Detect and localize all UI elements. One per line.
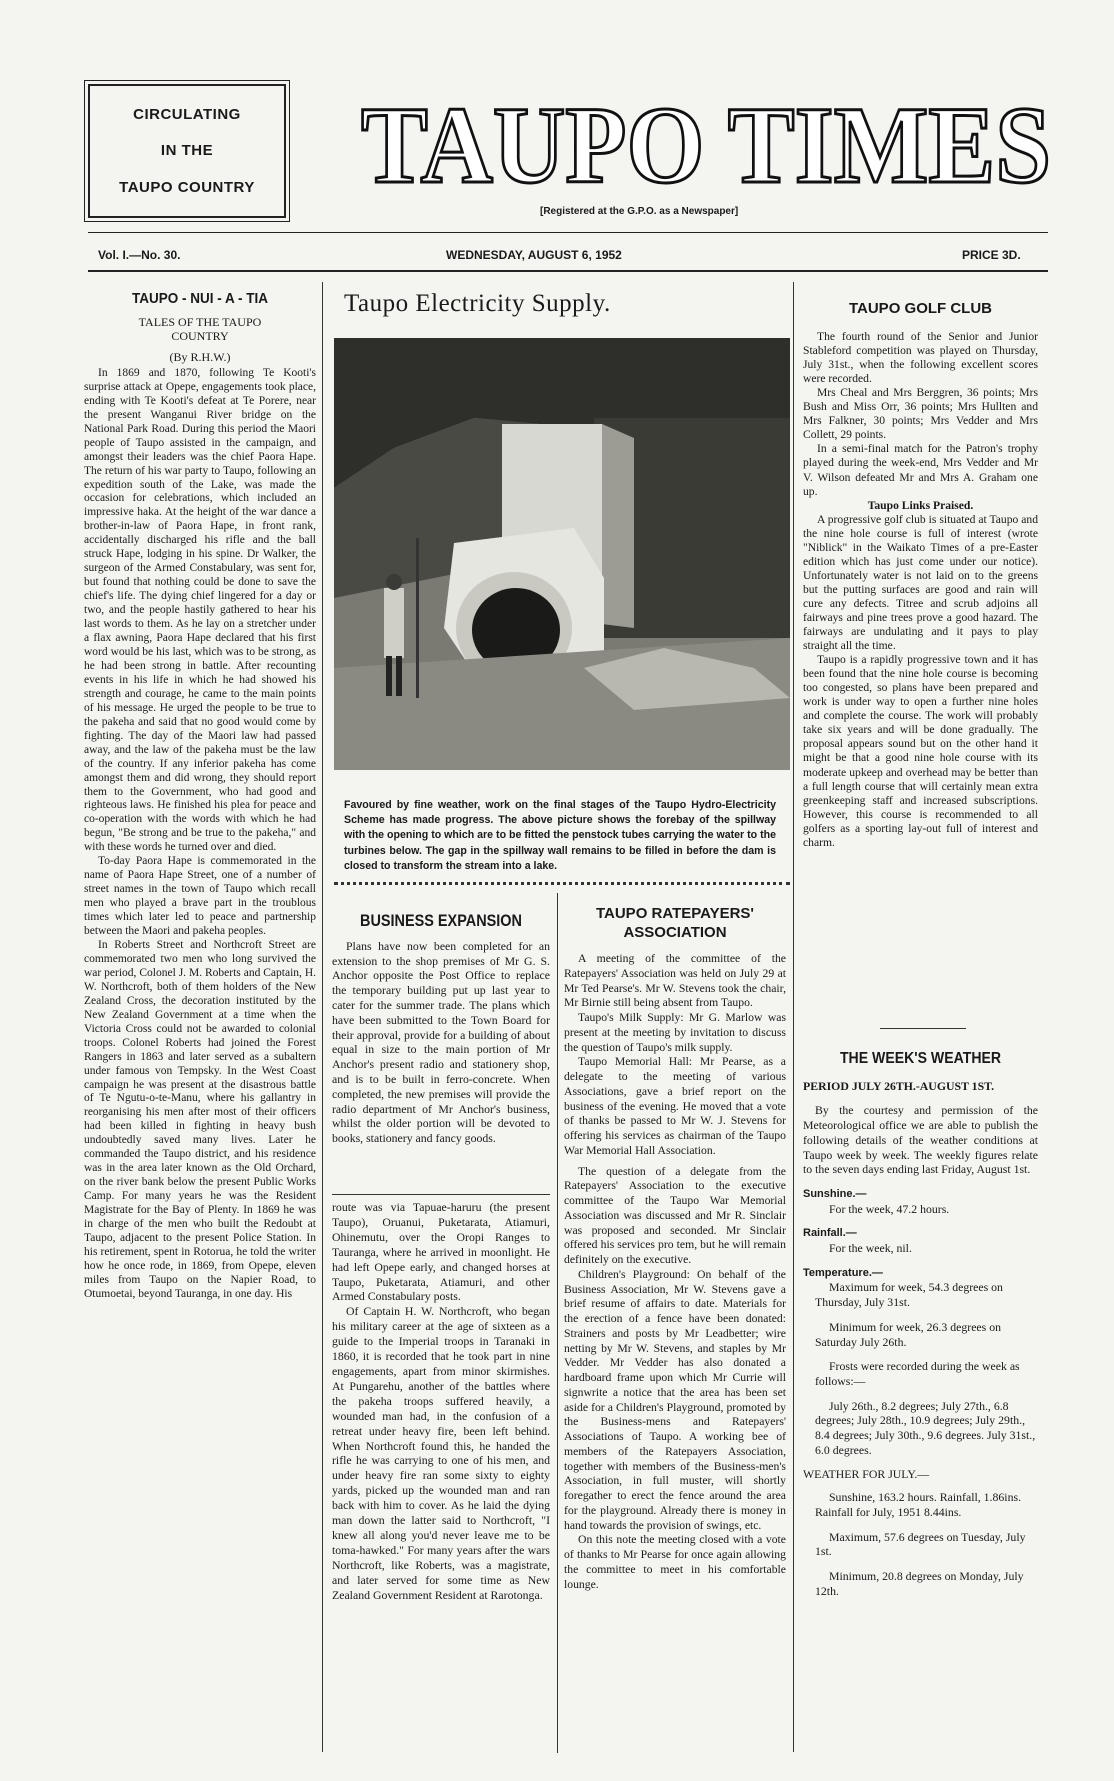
taupo-nui-a-tia-article xyxy=(84,292,316,1302)
ratepayers-paragraph: Children's Playground: On behalf of the Business Association, Mr W. Stevens gave a brief resume of affairs to date. Materials for the erection of a fence have been donated: Strainers and posts by Mr Leadbetter; wire netting by Mr W. Stevens, and staples by Mr Vedder. Mr Vedder has also donated a hardboard frame upon which Mr Currie will signwrite a notice that the area has been set aside for a Children's Playground, promoted by the Business-mens and Ratepayers' Associations of Taupo. A working bee of members of the Ratepayers Association, together with members of the Business-men's Association, in full muster, will shortly foregather to erect the fence around the area for the playground. Already there is money in hand towards the provision of swings, etc. xyxy=(564,1267,786,1532)
july-minimum: Minimum, 20.8 degrees on Monday, July 12th. xyxy=(815,1568,1024,1598)
continued-paragraph: Of Captain H. W. Northcroft, who began his military career at the age of sixteen as a guide to the Imperial troops in Taranaki in 1860, it is recorded that he took part in nine engagements, apart from minor skirmishes. At Pungarehu, another of the battles where the pakeha troops suffered heavily, a wounded man had, in the confusion of a retreat under heavy fire, been left behind. When Northcroft found this, he handed the rifle he was carrying to one of his men, and under heavy fire ran some sixty to eighty yards, picked up the wounded man and ran back with him to cover. As he laid the dying man down the latter said to Northcroft, "I knew all along you'd never leave me to be toma-hawked." For many years after the wars Northcroft, like Roberts, was a magistrate, and later served for some time as New Zealand Government Resident at Rarotonga. xyxy=(332,1304,550,1602)
volume-number: Vol. I.—No. 30. xyxy=(98,248,181,262)
business-expansion-article xyxy=(332,911,550,1146)
newspaper-title-text: TAUPO TIMES xyxy=(361,84,1051,200)
rainfall-label: Rainfall.— xyxy=(803,1227,857,1240)
sunshine-value: For the week, 47.2 hours. xyxy=(829,1201,950,1216)
frost-list: July 26th., 8.2 degrees; July 27th., 6.8 degrees; July 28th., 10.9 degrees; July 29th., 8.4 degrees; July 30th., 9.6 degrees. July 31st., 6.0 degrees. xyxy=(815,1398,1036,1457)
golf-paragraph: Mrs Cheal and Mrs Berggren, 36 points; Mrs Bush and Miss Orr, 36 points; Mrs Hullten and Mrs Falkner, 30 points; Mrs Vedder and Mrs Collett, 29 points. xyxy=(803,386,1038,442)
golf-paragraph: The fourth round of the Senior and Junior Stableford competition was played on Thursday, July 31st., when the following excellent scores were recorded. xyxy=(803,330,1038,386)
section-rule xyxy=(880,1028,966,1029)
column-rule xyxy=(793,282,794,1752)
business-paragraph: Plans have now been completed for an extension to the shop premises of Mr G. S. Anchor opposite the Post Office to replace the temporary building put up last year to cater for the summer trade. The plans which have been submitted to the Town Board for their approval, provide for a building of about equal in size to the main portion of Mr Anchor's present radio and stationery shop, and is to be built in ferro-concrete. When completed, the new premises will provide the radio department of Mr Anchor's business, whilst the older portion will be devoted to books, stationery and fancy goods. xyxy=(332,938,550,1146)
golf-headline: TAUPO GOLF CLUB xyxy=(848,300,993,317)
sunshine-label: Sunshine.— xyxy=(803,1187,867,1200)
price: PRICE 3D. xyxy=(962,248,1021,262)
temperature-max: Maximum for week, 54.3 degrees on Thursday, July 31st. xyxy=(815,1280,1003,1310)
weather-period: PERIOD JULY 26TH.-AUGUST 1ST. xyxy=(803,1078,995,1093)
golf-subhead: Taupo Links Praised. xyxy=(867,498,974,512)
article-headline: TAUPO - NUI - A - TIA xyxy=(132,290,268,307)
newspaper-title xyxy=(356,82,1056,200)
july-maximum: Maximum, 57.6 degrees on Tuesday, July 1st. xyxy=(815,1529,1026,1559)
ratepayers-article xyxy=(564,904,786,1592)
weather-report xyxy=(803,1052,1038,1608)
golf-paragraph: A progressive golf club is situated at Taupo and the nine hole course is full of interest (wrote "Niblick" in the Waikato Times of a pre-Easter edition which has just come under our notice). Unfortunately water is not laid on to the greens but the putting surfaces are good and rain will cure any defects. Titree and scrub adjoins all fairways and pine trees prove a good hazard. The fairways are undulating and it pays to play straight all the time. xyxy=(803,512,1038,653)
circulating-line: CIRCULATING xyxy=(133,105,241,123)
weather-headline: THE WEEK'S WEATHER xyxy=(839,1050,1002,1067)
temperature-label: Temperature.— xyxy=(803,1266,883,1279)
ratepayers-paragraph: A meeting of the committee of the Ratepayers' Association was held on July 29 at Mr Ted Pearse's. Mr W. Stevens took the chair, Mr Birnie still being absent from Taupo. xyxy=(564,952,786,1010)
feature-headline: Taupo Electricity Supply. xyxy=(344,290,611,317)
rainfall-value: For the week, nil. xyxy=(829,1241,912,1256)
article-subhead: TALES OF THE TAUPO COUNTRY xyxy=(138,314,262,343)
weather-intro: By the courtesy and permission of the Meteorological office we are able to publish the following details of the weather conditions at Taupo week by week. The weekly figures relate to the seven days ending last Friday, August 1st. xyxy=(803,1103,1038,1177)
top-rule xyxy=(88,232,1048,233)
spillway-photo xyxy=(334,338,790,770)
july-label: WEATHER FOR JULY.— xyxy=(803,1467,930,1482)
circulating-line: IN THE xyxy=(160,142,214,160)
continued-paragraph: route was via Tapuae-haruru (the present Taupo), Oruanui, Puketarata, Atiamuri, Ohinemutu, over the Oropi Ranges to Tauranga, where he arrived in moonlight. He had left Opepe early, and changed horses at Taupo, Puketarata, Atiamuri, and other Armed Constabulary posts. xyxy=(332,1200,550,1304)
ratepayers-paragraph: Taupo's Milk Supply: Mr G. Marlow was present at the meeting by invitation to discuss the question of Taupo's milk supply. xyxy=(564,1011,786,1054)
article-paragraph: To-day Paora Hape is commemorated in the name of Paora Hape Street, one of a number of street names in the town of Taupo which recall men who played a brave part in the troublous times which later led to peace and partnership between the Maori and pakeha peoples. xyxy=(84,855,316,938)
july-sunshine-rainfall: Sunshine, 163.2 hours. Rainfall, 1.86ins. Rainfall for July, 1951 8.44ins. xyxy=(815,1490,1022,1519)
column-rule xyxy=(557,893,558,1753)
photo-caption: Favoured by fine weather, work on the final stages of the Taupo Hydro-Electricity Scheme has made progress. The above picture shows the forebay of the spillway with the opening to which are to be fitted the penstock tubes carrying the water to the turbines below. The gap in the spillway wall remains to be filled in before the dam is closed to transform the stream into a lake. xyxy=(344,799,776,872)
ratepayers-paragraph: The question of a delegate from the Ratepayers' Association to the executive committee of the Taupo War Memorial Association was discussed and Mr R. Sinclair was proposed and seconded. Mr Sinclair offered his services pro tem, but he will remain definitely on the executive. xyxy=(564,1164,786,1266)
circulating-box xyxy=(88,84,286,218)
issue-date: WEDNESDAY, AUGUST 6, 1952 xyxy=(446,248,622,262)
temperature-min: Minimum for week, 26.3 degrees on Saturday July 26th. xyxy=(815,1319,1001,1349)
business-headline: BUSINESS EXPANSION xyxy=(360,911,522,930)
ratepayers-paragraph: Taupo Memorial Hall: Mr Pearse, as a delegate to the meeting of various Associations, gave a brief report on the business of the evening. He moved that a vote of thanks be passed to Mr W. J. Stevens for offering his services as chairman of the Taupo War Memorial Hall Association. xyxy=(564,1055,786,1157)
article-paragraph: In Roberts Street and Northcroft Street are commemorated two men who long survived the war period, Colonel J. M. Roberts and Captain, H. W. Northcroft, both of them holders of the New Zealand Cross, the decoration instituted by the New Zealand Government at a time when the Victoria Cross could not be awarded to colonial troops. Colonel Roberts had joined the Forest Rangers in 1863 and later served as a subaltern under famous von Tempsky. In the West Coast campaign he was present at the disastrous battle of Te Ngutu-o-te-Manu, where his gallantry in reorganising his men after most of their officers had been killed in fighting in heavy bush undoubtedly saved many lives. Later he commanded the Taupo district, and his residence was in the area later known as the Old Orchard, on the river bank below the present Public Works Camp. For many years he was the Resident Magistrate for the Bay of Plenty. In 1869 he was in charge of the men who built the Redoubt at Taupo, adjacent to the present Police Station. In his retirement, spent in Rotorua, he told the writer how he once rode, in 1869, from Opepe, eleven miles from Taupo on the Napier Road, to Otumoetai, beyond Tauranga, in one day. His xyxy=(84,938,316,1300)
column-rule xyxy=(322,282,323,1752)
article-paragraph: In 1869 and 1870, following Te Kooti's surprise attack at Opepe, engagements took place, ending with Te Kooti's defeat at Te Porere, near the present Wanganui River bridge on the National Park Road. During this period the Maori people of Taupo assisted in the campaign, and amongst their leaders was the chief Paora Hape. The return of his war party to Taupo, following an expedition south of the Lake, was made the occasion for celebrations, which included an impressive haka. At the height of the war dance a brother-in-law of Paora Hape, in front rank, accidentally discharged his rifle and the ball struck Hape, lodging in his spine. Dr Walker, the surgeon of the Armed Constabulary, was sent for, but found that nothing could be done to save the chief's life. The dying chief lingered for a day or two, and the people hastily gathered to hear his last words to them. As he lay on a stretcher under a flax awning, Paora Hape declared that his first word would be his last, which was to be strong, as he had been strong in battle. After recounting events in his life in which he had showed his strength and courage, he came to the main points of his message. He urged the people to be true to the pakeha and said that no good would come by fighting. The day of the Maori law had passed away, and the law of the pakeha must be the law of the country. If any inferior pakeha has come amongst them and did wrong, they should report them to the Government, who had good and righteous laws. He finished his plea for peace and co-operation with the words with which he had begun, "Be strong and be true to the pakeha," and with these words he turned over and died. xyxy=(84,366,316,854)
golf-paragraph: Taupo is a rapidly progressive town and it has been found that the nine hole course is becoming too congested, so plans have been prepared and work is under way to open a further nine holes and complete the course. The work will probably take six years and will be done gradually. The proposal appears sound but on the other hand it might be that a good nine hole course with its moderate upkeep and overhead may be better than a full length course that will certainly mean extra greenkeeping staff and increased subscriptions. However, this course is recommended to all golfers as a sporting lay-out full of interest and charm. xyxy=(803,653,1038,849)
golf-club-article xyxy=(803,302,1038,850)
registered-note: [Registered at the G.P.O. as a Newspaper] xyxy=(540,206,739,217)
dotted-rule xyxy=(334,882,790,889)
date-rule xyxy=(88,270,1048,272)
article-byline: (By R.H.W.) xyxy=(169,349,231,364)
ratepayers-headline: TAUPO RATEPAYERS' ASSOCIATION xyxy=(595,905,755,941)
ratepayers-paragraph: On this note the meeting closed with a vote of thanks to Mr Pearse for once again allowing the committee to meet in his comfortable lounge. xyxy=(564,1533,786,1591)
frosts-intro: Frosts were recorded during the week as follows:— xyxy=(815,1359,1020,1388)
continued-article xyxy=(332,1200,550,1602)
golf-paragraph: In a semi-final match for the Patron's trophy played during the week-end, Mrs Vedder and Mr V. Wilson defeated Mr and Mrs A. Graham one up. xyxy=(803,442,1038,498)
section-rule xyxy=(332,1194,550,1195)
circulating-line: TAUPO COUNTRY xyxy=(119,179,255,197)
